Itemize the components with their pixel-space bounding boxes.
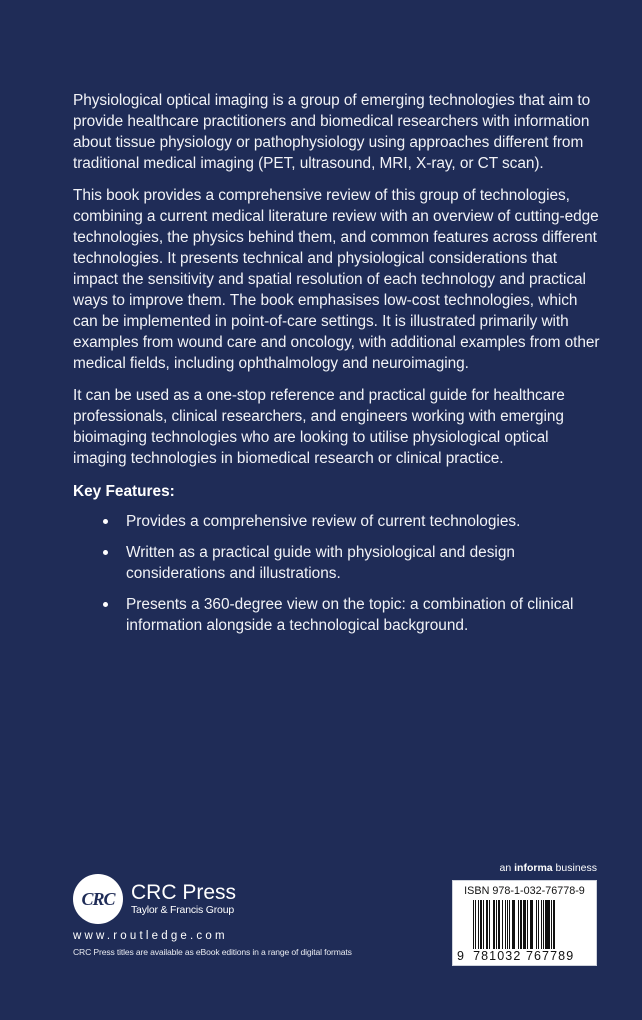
publisher-name: CRC Press [131,880,237,904]
bullet-icon [103,550,108,555]
barcode-bars-icon [473,900,589,954]
description-paragraph-3: It can be used as a one-stop reference and practical guide for healthcare professionals, clinical researchers, and engineers working with emerging bioimaging technologies who are looking to utilise physiological optical imaging technologies in biomedical research or clinical practice. [73,387,565,467]
feature-item: Written as a practical guide with physiological and design considerations and illustrations. [126,542,603,584]
publisher-block [73,874,393,957]
feature-item: Provides a comprehensive review of current technologies. [126,511,603,532]
bullet-icon [103,602,108,607]
isbn-barcode [452,880,597,966]
ean-number: 9 781032 767789 [457,949,575,963]
publisher-url: www.routledge.com [73,930,228,942]
informa-business-tagline: an informa business [499,862,597,874]
bullet-icon [103,519,108,524]
back-cover-text [73,90,603,646]
key-features-list [73,511,603,636]
isbn-label: ISBN 978-1-032-76778-9 [464,885,585,897]
description-paragraph-1: Physiological optical imaging is a group of emerging technologies that aim to provide healthcare practitioners and biomedical researchers with information about tissue physiology or pathophysiology using approaches different from traditional medical imaging (PET, ultrasound, MRI, X-ray, or CT scan). [73,92,591,172]
ebook-note: CRC Press titles are available as eBook editions in a range of digital formats [73,947,352,957]
publisher-logo [73,874,393,924]
description-paragraph-2: This book provides a comprehensive review of this group of technologies, combining a current medical literature review with an overview of cutting-edge technologies, the physics behind them, and common features across different technologies. It presents technical and physiological considerations that impact the sensitivity and spatial resolution of each technology and practical ways to improve them. The book emphasises low-cost technologies, which can be implemented in point-of-care settings. It is illustrated primarily with examples from wound care and oncology, with additional examples from other medical fields, including ophthalmology and neuroimaging. [73,187,600,372]
publisher-group: Taylor & Francis Group [131,903,234,916]
feature-item: Presents a 360-degree view on the topic: a combination of clinical information alongside a technological background. [126,594,603,636]
crc-logo-icon: CRC [73,874,123,924]
key-features-heading: Key Features: [73,483,175,500]
